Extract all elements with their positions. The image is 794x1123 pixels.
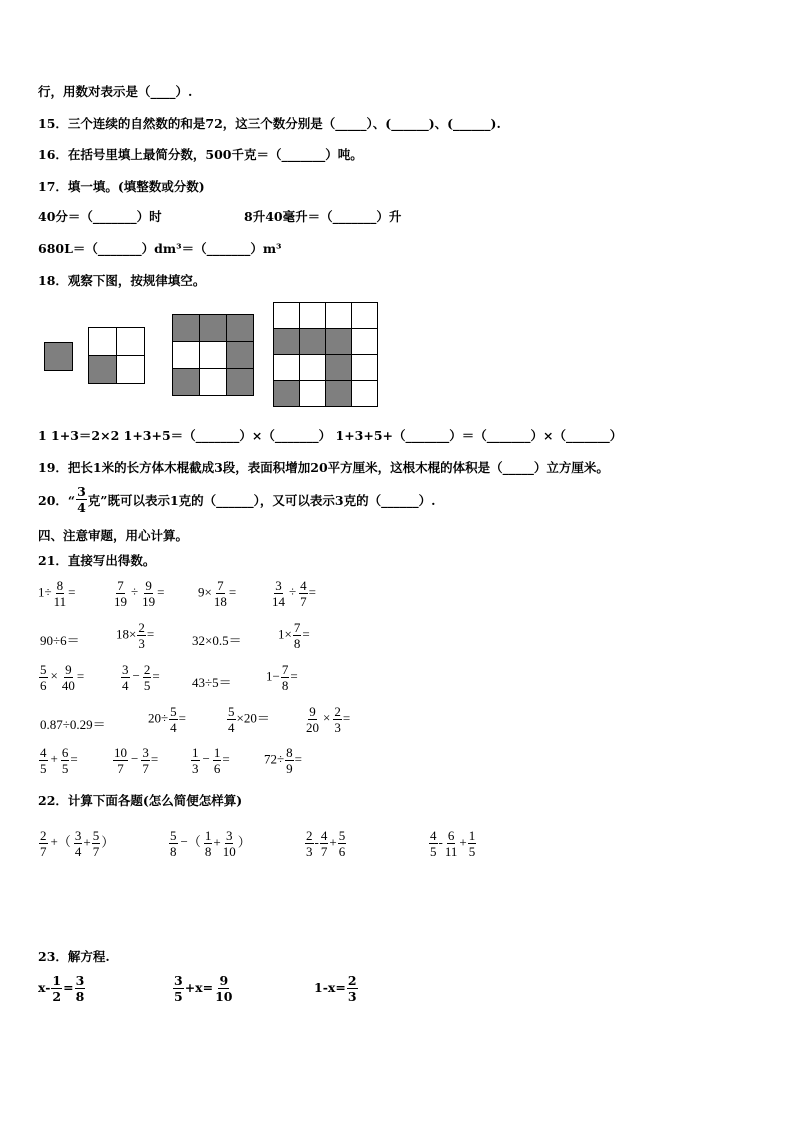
pattern-figure-4 [273,302,378,407]
q21-r1-b: $\frac{7}{19}$ ÷ $\frac{9}{19}$ = [114,578,165,609]
q16: 16．在括号里填上最简分数，500千克＝（_______）吨。 [38,147,363,162]
section-4-heading: 四、注意审题，用心计算。 [38,528,189,543]
q21-r1-c: 9× $\frac{7}{18}$ = [198,578,237,609]
q21-r3-c: 43÷5＝ [192,675,232,690]
q21-r5-b: $\frac{10}{7}$ − $\frac{3}{7}$ = [114,745,159,776]
q21: 21．直接写出得数。 [38,553,156,568]
q20 [38,484,436,515]
q21-r4-a: 0.87÷0.29＝ [40,717,106,732]
q23: 23．解方程. [38,949,110,964]
numerator: 3 [77,484,86,499]
q18: 18．观察下图，按规律填空。 [38,273,206,288]
q21-r2-b: 18× $\frac{2}{3}$ = [116,620,155,651]
q21-r5-d: 72÷ $\frac{8}{9}$ = [264,745,302,776]
pattern-figure-1 [44,342,73,371]
q22-b: $\frac{5}{8}$ −（ $\frac{1}{8}$ + $\frac{3}{10}$ ） [170,828,251,859]
q20-post: 克”既可以表示1克的（______），又可以表示3克的（______）. [87,492,436,508]
pattern-figure-2 [88,327,145,384]
q23-a: x- $\frac{1}{2}$ = $\frac{3}{8}$ [38,973,85,1004]
q21-r3-d: 1− $\frac{7}{8}$ = [266,662,298,693]
q22-a: $\frac{2}{7}$ +（ $\frac{3}{4}$ + $\frac{5}{7}$ ） [40,828,115,859]
q21-r2-c: 32×0.5＝ [192,633,242,648]
q22-d: $\frac{4}{5}$ - $\frac{6}{11}$ + $\frac{1}{5}$ [430,828,476,859]
q21-r3-b: $\frac{3}{4}$ − $\frac{2}{5}$ = [122,662,160,693]
q21-r4-b: 20÷ $\frac{5}{4}$ = [148,704,186,735]
q21-r3-a: $\frac{5}{6}$ × $\frac{9}{40}$ = [40,662,85,693]
q15: 15．三个连续的自然数的和是72，这三个数分别是（_____）、(______)、(______). [38,116,501,131]
q19: 19．把长1米的长方体木棍截成3段，表面积增加20平方厘米，这根木棍的体积是（_____）立方厘米。 [38,460,609,475]
q18-equations: 1 1+3＝2×2 1+3+5＝（_______）×（_______） 1+3+5+（_______）＝（_______）×（_______） [38,428,623,443]
fraction [76,484,87,515]
q22: 22．计算下面各题(怎么简便怎样算) [38,793,243,808]
q14-tail: 行，用数对表示是（____）. [38,84,193,99]
denominator: 4 [77,500,86,515]
q21-r4-c: $\frac{5}{4}$ ×20＝ [228,704,270,735]
pattern-figure-3 [172,314,254,396]
q22-c: $\frac{2}{3}$ - $\frac{4}{7}$ + $\frac{5}{6}$ [306,828,346,859]
q20-pre: 20．“ [38,492,76,508]
q21-r1-d: $\frac{3}{14}$ ÷ $\frac{4}{7}$ = [272,578,316,609]
q21-r5-a: $\frac{4}{5}$ + $\frac{6}{5}$ = [40,745,78,776]
q23-c: 1-x= $\frac{2}{3}$ [314,973,357,1004]
q23-b: $\frac{3}{5}$ +x= $\frac{9}{10}$ [174,973,233,1004]
q17-a: 40分＝（_______）时 [38,209,162,224]
q21-r4-d: $\frac{9}{20}$ × $\frac{2}{3}$ = [306,704,351,735]
q21-r1-a: 1÷ $\frac{8}{11}$ = [38,578,76,609]
q21-r5-c: $\frac{1}{3}$ − $\frac{1}{6}$ = [192,745,230,776]
q21-r2-d: 1× $\frac{7}{8}$ = [278,620,310,651]
q17: 17．填一填。(填整数或分数) [38,179,205,194]
q17-c: 680L＝（_______）dm³＝（_______）m³ [38,241,282,256]
q17-b: 8升40毫升＝（_______）升 [244,209,402,224]
q21-r2-a: 90÷6＝ [40,633,80,648]
